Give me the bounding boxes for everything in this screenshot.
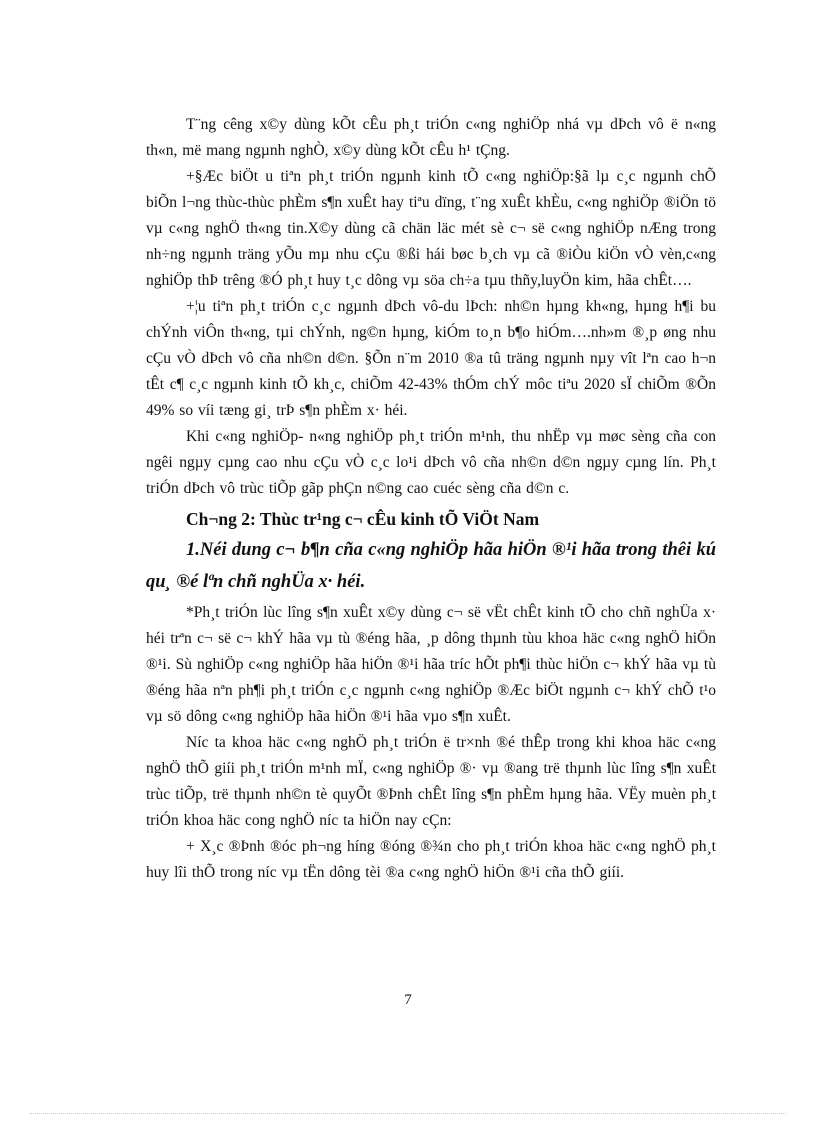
paragraph-services-priority: +¦u tiªn ph¸t triÓn c¸c ngµnh dÞch vô-du lÞch: nh©n hµng kh«ng, hµng h¶i bu chÝnh viÔn th«ng, tµi chÝnh, ng©n hµng, kiÓm to¸n b¶o hiÓm….nh»m ®¸p øng nhu cÇu vÒ dÞch vô cña nh©n d©n. §Õn n¨m 2010 ®a tû träng ngµnh nµy vît lªn cao h¬n tÊt c¶ c¸c ngµnh kinh tÕ kh¸c, chiÕm 42-43% thÓm chÝ môc tiªu 2020 sÏ chiÕm ®Õn 49% so víi tæng gi¸ trÞ s¶n phÈm x· héi.: [146, 298, 716, 419]
paragraph-science-technology: Níc ta khoa häc c«ng nghÖ ph¸t triÓn ë tr×nh ®é thÊp trong khi khoa häc c«ng nghÖ thÕ giíi ph¸t triÓn m¹nh mÏ, c«ng nghiÖp ®· vµ ®ang trë thµnh lùc lîng s¶n xuÊt trùc tiÕp, trë thµnh nh©n tè quyÕt ®Þnh chÊt lîng s¶n phÈm hµng hãa. VËy muèn ph¸t triÓn khoa häc cong nghÖ níc ta hiÖn nay cÇn:: [146, 734, 716, 829]
page-number: 7: [404, 992, 412, 1008]
paragraph-living-standards: Khi c«ng nghiÖp- n«ng nghiÖp ph¸t triÓn m¹nh, thu nhËp vµ møc sèng cña con ngêi ngµy cµng cao nhu cÇu vÒ c¸c lo¹i dÞch vô cña nh©n d©n ngµy cµng lín. Ph¸t triÓn dÞch vô trùc tiÕp gãp phÇn n©ng cao cuéc sèng cña d©n c.: [146, 428, 716, 497]
paragraph-rural-infrastructure: T¨ng cêng x©y dùng kÕt cÊu ph¸t triÓn c«ng nghiÖp nhá vµ dÞch vô ë n«ng th«n, më mang ngµnh nghÒ, x©y dùng kÕt cÊu h¹ tÇng.: [146, 116, 716, 159]
paragraph-direction: + X¸c ®Þnh ®óc ph¬ng híng ®óng ®¾n cho ph¸t triÓn khoa häc c«ng nghÖ ph¸t huy lîi thÕ trong níc vµ tËn dông tèi ®a c«ng nghÖ hiÖn ®¹i cña thÕ giíi.: [146, 838, 716, 881]
paragraph-industry-priority: +§Æc biÖt u tiªn ph¸t triÓn ngµnh kinh tÕ c«ng nghiÖp:§ã lµ c¸c ngµnh chÕ biÕn l¬ng thùc-thùc phÈm s¶n xuÊt hay tiªu dïng, t¨ng xuÊt khÈu, c«ng nghiÖp ®iÖn tö vµ c«ng nghÖ th«ng tin.X©y dùng cã chän läc mét sè c¬ së c«ng nghiÖp nÆng trong nh÷ng ngµnh träng yÕu mµ nhu cÇu ®ßi hái bøc b¸ch vµ cã ®iÒu kiÖn vÒ vèn,c«ng nghiÖp thÞ trêng ®Ó ph¸t huy t¸c dông vµ söa ch÷a tµu thñy,luyÖn kim, hãa chÊt….: [146, 168, 716, 289]
page-body: [146, 112, 716, 886]
page-bottom-divider: [30, 1113, 786, 1114]
chapter-heading: Ch¬ng 2: Thùc tr¹ng c¬ cÊu kinh tÕ ViÖt Nam: [186, 509, 540, 529]
paragraph-production-forces: *Ph¸t triÓn lùc lîng s¶n xuÊt x©y dùng c¬ së vËt chÊt kinh tÕ cho chñ nghÜa x· héi trªn c¬ së c¬ khÝ hãa vµ tù ®éng hãa, ¸p dông thµnh tùu khoa häc c«ng nghÖ hiÖn ®¹i. Sù nghiÖp c«ng nghiÖp hãa hiÖn ®¹i hãa tríc hÕt ph¶i thùc hiÖn c¬ khÝ hãa vµ tù ®éng hãa nªn ph¶i ph¸t triÓn c¸c ngµnh c«ng nghiÖp ®Æc biÖt ngµnh c¬ khÝ chÕ t¹o vµ sö dông c«ng nghiÖp hãa hiÖn ®¹i hãa vµo s¶n xuÊt.: [146, 604, 716, 725]
section-heading: 1.Néi dung c¬ b¶n cña c«ng nghiÖp hãa hiÖn ®¹i hãa trong thêi kú qu¸ ®é lªn chñ nghÜa x· héi.: [146, 540, 716, 592]
